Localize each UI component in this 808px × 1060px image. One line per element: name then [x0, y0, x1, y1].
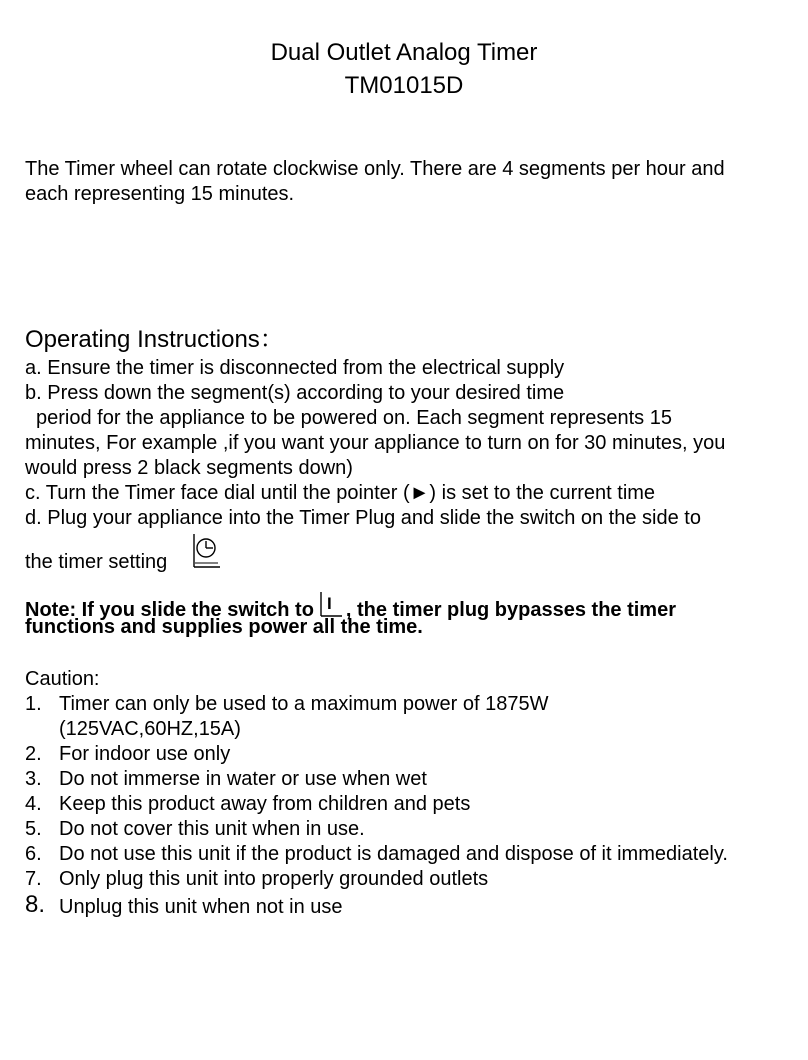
- step-d: d. Plug your appliance into the Timer Plug and slide the switch on the side to: [25, 507, 701, 529]
- document-title: Dual Outlet Analog Timer: [270, 39, 538, 66]
- caution-item-number: 2.: [25, 743, 42, 765]
- note-text: Note: If you slide the switch to: [25, 599, 314, 621]
- caution-item: [25, 767, 795, 792]
- caution-item-text: Timer can only be used to a maximum power of 1875W: [59, 693, 549, 715]
- caution-item-number: 1.: [25, 693, 42, 715]
- caution-item-number: 5.: [25, 818, 42, 840]
- caution-item: [25, 817, 795, 842]
- caution-item-number: 8.: [25, 891, 46, 918]
- intro-line: The Timer wheel can rotate clockwise only. There are 4 segments per hour and: [25, 158, 725, 180]
- intro-line: each representing 15 minutes.: [25, 183, 295, 205]
- caution-item-number: 4.: [25, 793, 42, 815]
- step-a: a. Ensure the timer is disconnected from the electrical supply: [25, 357, 565, 379]
- caution-item-text: Unplug this unit when not in use: [59, 896, 343, 918]
- step-c: c. Turn the Timer face dial until the pointer (►) is set to the current time: [25, 482, 656, 504]
- caution-item-number: 6.: [25, 843, 42, 865]
- caution-item: [25, 792, 795, 817]
- caution-item: [25, 742, 795, 767]
- caution-item: [25, 867, 795, 892]
- switch-symbol: I: [326, 594, 332, 613]
- caution-item-text: Keep this product away from children and pets: [59, 793, 471, 815]
- caution-item-number: 3.: [25, 768, 42, 790]
- caution-item-text: (125VAC,60HZ,15A): [59, 718, 241, 740]
- caution-item: [25, 892, 795, 925]
- caution-item-text: Only plug this unit into properly grounded outlets: [59, 868, 489, 890]
- operating-instructions-heading: Operating Instructions：: [25, 326, 284, 353]
- caution-item: [25, 842, 795, 867]
- caution-list: [25, 692, 795, 925]
- note-text: , the timer plug bypasses the timer: [345, 599, 676, 621]
- step-b-continued: period for the appliance to be powered on. Each segment represents 15: [36, 407, 672, 429]
- timer-setting-icon: [192, 534, 222, 568]
- step-b-continued: minutes, For example ,if you want your appliance to turn on for 30 minutes, you: [25, 432, 726, 454]
- caution-heading: Caution:: [25, 668, 100, 690]
- step-d-continued: the timer setting: [25, 551, 168, 573]
- caution-item-text: Do not use this unit if the product is damaged and dispose of it immediately.: [59, 843, 728, 865]
- caution-item: [25, 692, 795, 742]
- caution-item-text: Do not cover this unit when in use.: [59, 818, 365, 840]
- caution-item-text: Do not immerse in water or use when wet: [59, 768, 427, 790]
- note-paragraph: [25, 590, 795, 640]
- model-number: TM01015D: [344, 72, 464, 99]
- note-line: [25, 590, 795, 621]
- caution-item-number: 7.: [25, 868, 42, 890]
- step-b-continued: would press 2 black segments down): [25, 457, 353, 479]
- operating-steps: [25, 356, 795, 531]
- step-b: b. Press down the segment(s) according to your desired time: [25, 382, 565, 404]
- intro-paragraph: [25, 157, 795, 207]
- note-line: functions and supplies power all the time.: [25, 616, 423, 638]
- caution-item-text: For indoor use only: [59, 743, 231, 765]
